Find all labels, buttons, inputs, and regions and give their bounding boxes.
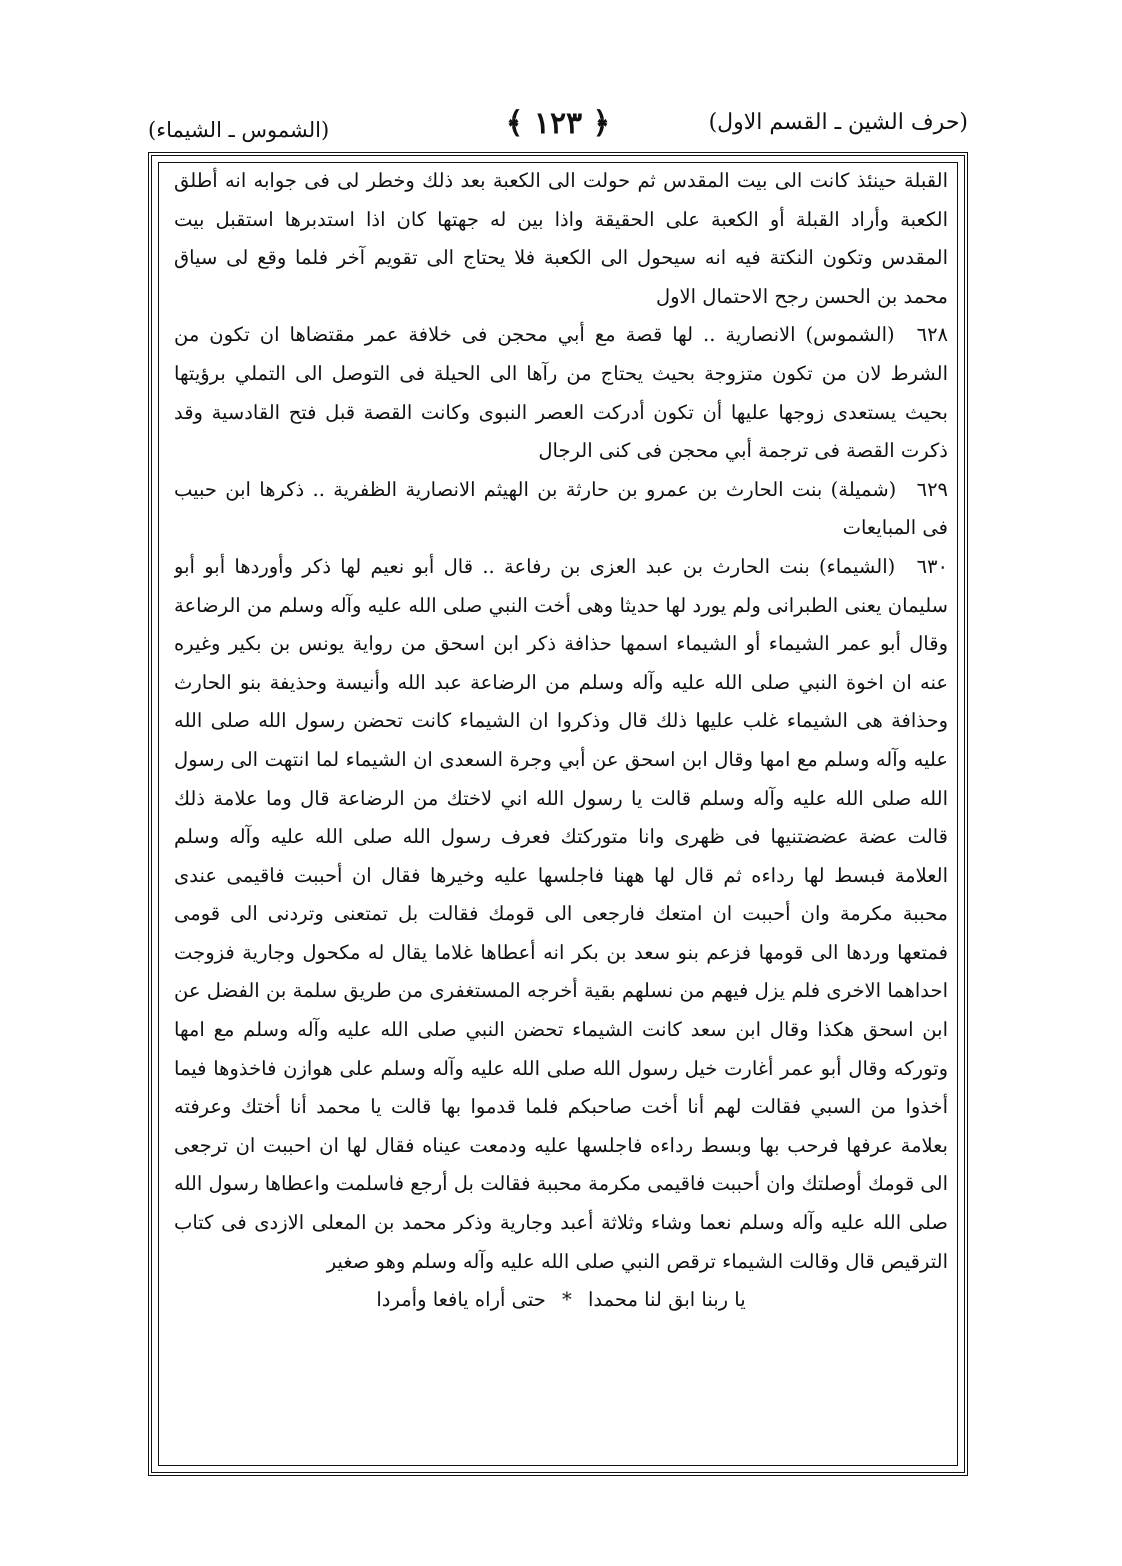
entry-number: ٦٣٠ xyxy=(916,554,948,578)
poem-separator: * xyxy=(562,1288,572,1312)
poem-verse xyxy=(174,1281,948,1320)
page-header xyxy=(148,106,968,150)
entry-630 xyxy=(174,548,948,1281)
paragraph-text: (شميلة) بنت الحارث بن عمرو بن حارثة بن الهيثم الانصارية الظفرية .. ذكرها ابن حبيب فى المبايعات xyxy=(174,477,948,540)
paragraph-continuation xyxy=(174,162,948,316)
paragraph-text: القبلة حينئذ كانت الى بيت المقدس ثم حولت الى الكعبة بعد ذلك وخطر لى فى جوابه انه أطلق الكعبة وأراد القبلة أو الكعبة على الحقيقة واذا بين له جهتها كان اذا استدبرها استقبل بيت المقدس وتكون النكتة فيه انه سيحول الى الكعبة فلا يحتاج الى تقويم آخر فلما وقع لى سياق محمد بن الحسن رجح الاحتمال الاول xyxy=(174,169,948,308)
section-title: (حرف الشين ـ القسم الاول) xyxy=(708,110,968,135)
page-body xyxy=(174,162,948,1462)
paragraph-text: (الشموس) الانصارية .. لها قصة مع أبي محجن فى خلافة عمر مقتضاها ان تكون من الشرط لان من تكون متزوجة بحيث يحتاج من رآها الى الحيلة فى التوصل الى التملي برؤيتها بحيث يستعدى زوجها عليها أن تكون أدركت العصر النبوى وكانت القصة قبل فتح القادسية وقد ذكرت القصة فى ترجمة أبي محجن فى كنى الرجال xyxy=(174,323,948,463)
page-number: ﴿ ١٢٣ ﴾ xyxy=(505,106,611,141)
paragraph-text: (الشيماء) بنت الحارث بن عبد العزى بن رفاعة .. قال أبو نعيم لها ذكر وأوردها أبو أبو سليمان يعنى الطبرانى ولم يورد لها حديثا وهى أخت النبي صلى الله عليه وآله وسلم من الرضاعة وقال أبو عمر الشيماء أو الشيماء اسمها حذافة ذكر ابن اسحق من رواية يونس بن بكير وغيره عنه ان اخوة النبي صلى الله عليه وآله وسلم من الرضاعة عبد الله وأنيسة وحذيفة بنو الحارث وحذافة هى الشيماء غلب عليها ذلك قال وذكروا ان الشيماء كانت تحضن رسول الله صلى الله عليه وآله وسلم مع امها وقال ابن اسحق عن أبي وجرة السعدى ان الشيماء لما انتهت الى رسول الله صلى الله عليه وآله وسلم قالت يا رسول الله اني لاختك من الرضاعة قال وما علامة ذلك قالت عضة عضضتنيها فى ظهرى وانا متوركتك فعرف رسول الله صلى الله عليه وآله وسلم العلامة فبسط لها رداءه ثم قال لها ههنا فاجلسها عليه وخيرها فقال ان أحببت فاقيمى عندى محببة مكرمة وان أحببت ان امتعك فارجعى الى قومك فقالت بل تمتعنى وتردنى الى قومى فمتعها وردها الى قومها فزعم بنو سعد بن بكر انه أعطاها غلاما يقال له مكحول وجارية فزوجت احداهما الاخرى فلم يزل فيهم من نسلهم بقية أخرجه المستغفرى من طريق سلمة بن الفضل عن ابن اسحق هكذا وقال ابن سعد كانت الشيماء تحضن النبي صلى الله عليه وآله وسلم مع امها وتوركه وقال أبو عمر أغارت خيل رسول الله صلى الله عليه وآله وسلم على هوازن فاخذوها فيما أخذوا من السبي فقالت لهم أنا أخت صاحبكم فلما قدموا بها قالت يا محمد أنا أختك وعرفته بعلامة عرفها فرحب بها وبسط رداءه فاجلسها عليه ودمعت عيناه فقال لها ان احببت ان ترجعى الى قومك أوصلتك وان أحببت فاقيمى مكرمة محببة فقالت بل أرجع فاسلمت واعطاها رسول الله صلى الله عليه وآله وسلم نعما وشاء وثلاثة أعبد وجارية وذكر محمد بن المعلى الازدى فى كتاب الترقيص قال وقالت الشيماء ترقص النبي صلى الله عليه وآله وسلم وهو صغير xyxy=(174,554,948,1273)
entry-629 xyxy=(174,471,948,548)
entry-number: ٦٢٨ xyxy=(916,323,948,347)
entry-number: ٦٢٩ xyxy=(916,477,948,501)
entries-range-title: (الشموس ـ الشيماء) xyxy=(148,118,330,142)
poem-hemistich-2: حتى أراه يافعا وأمردا xyxy=(376,1288,546,1312)
poem-hemistich-1: يا ربنا ابق لنا محمدا xyxy=(587,1288,746,1312)
entry-628 xyxy=(174,316,948,470)
